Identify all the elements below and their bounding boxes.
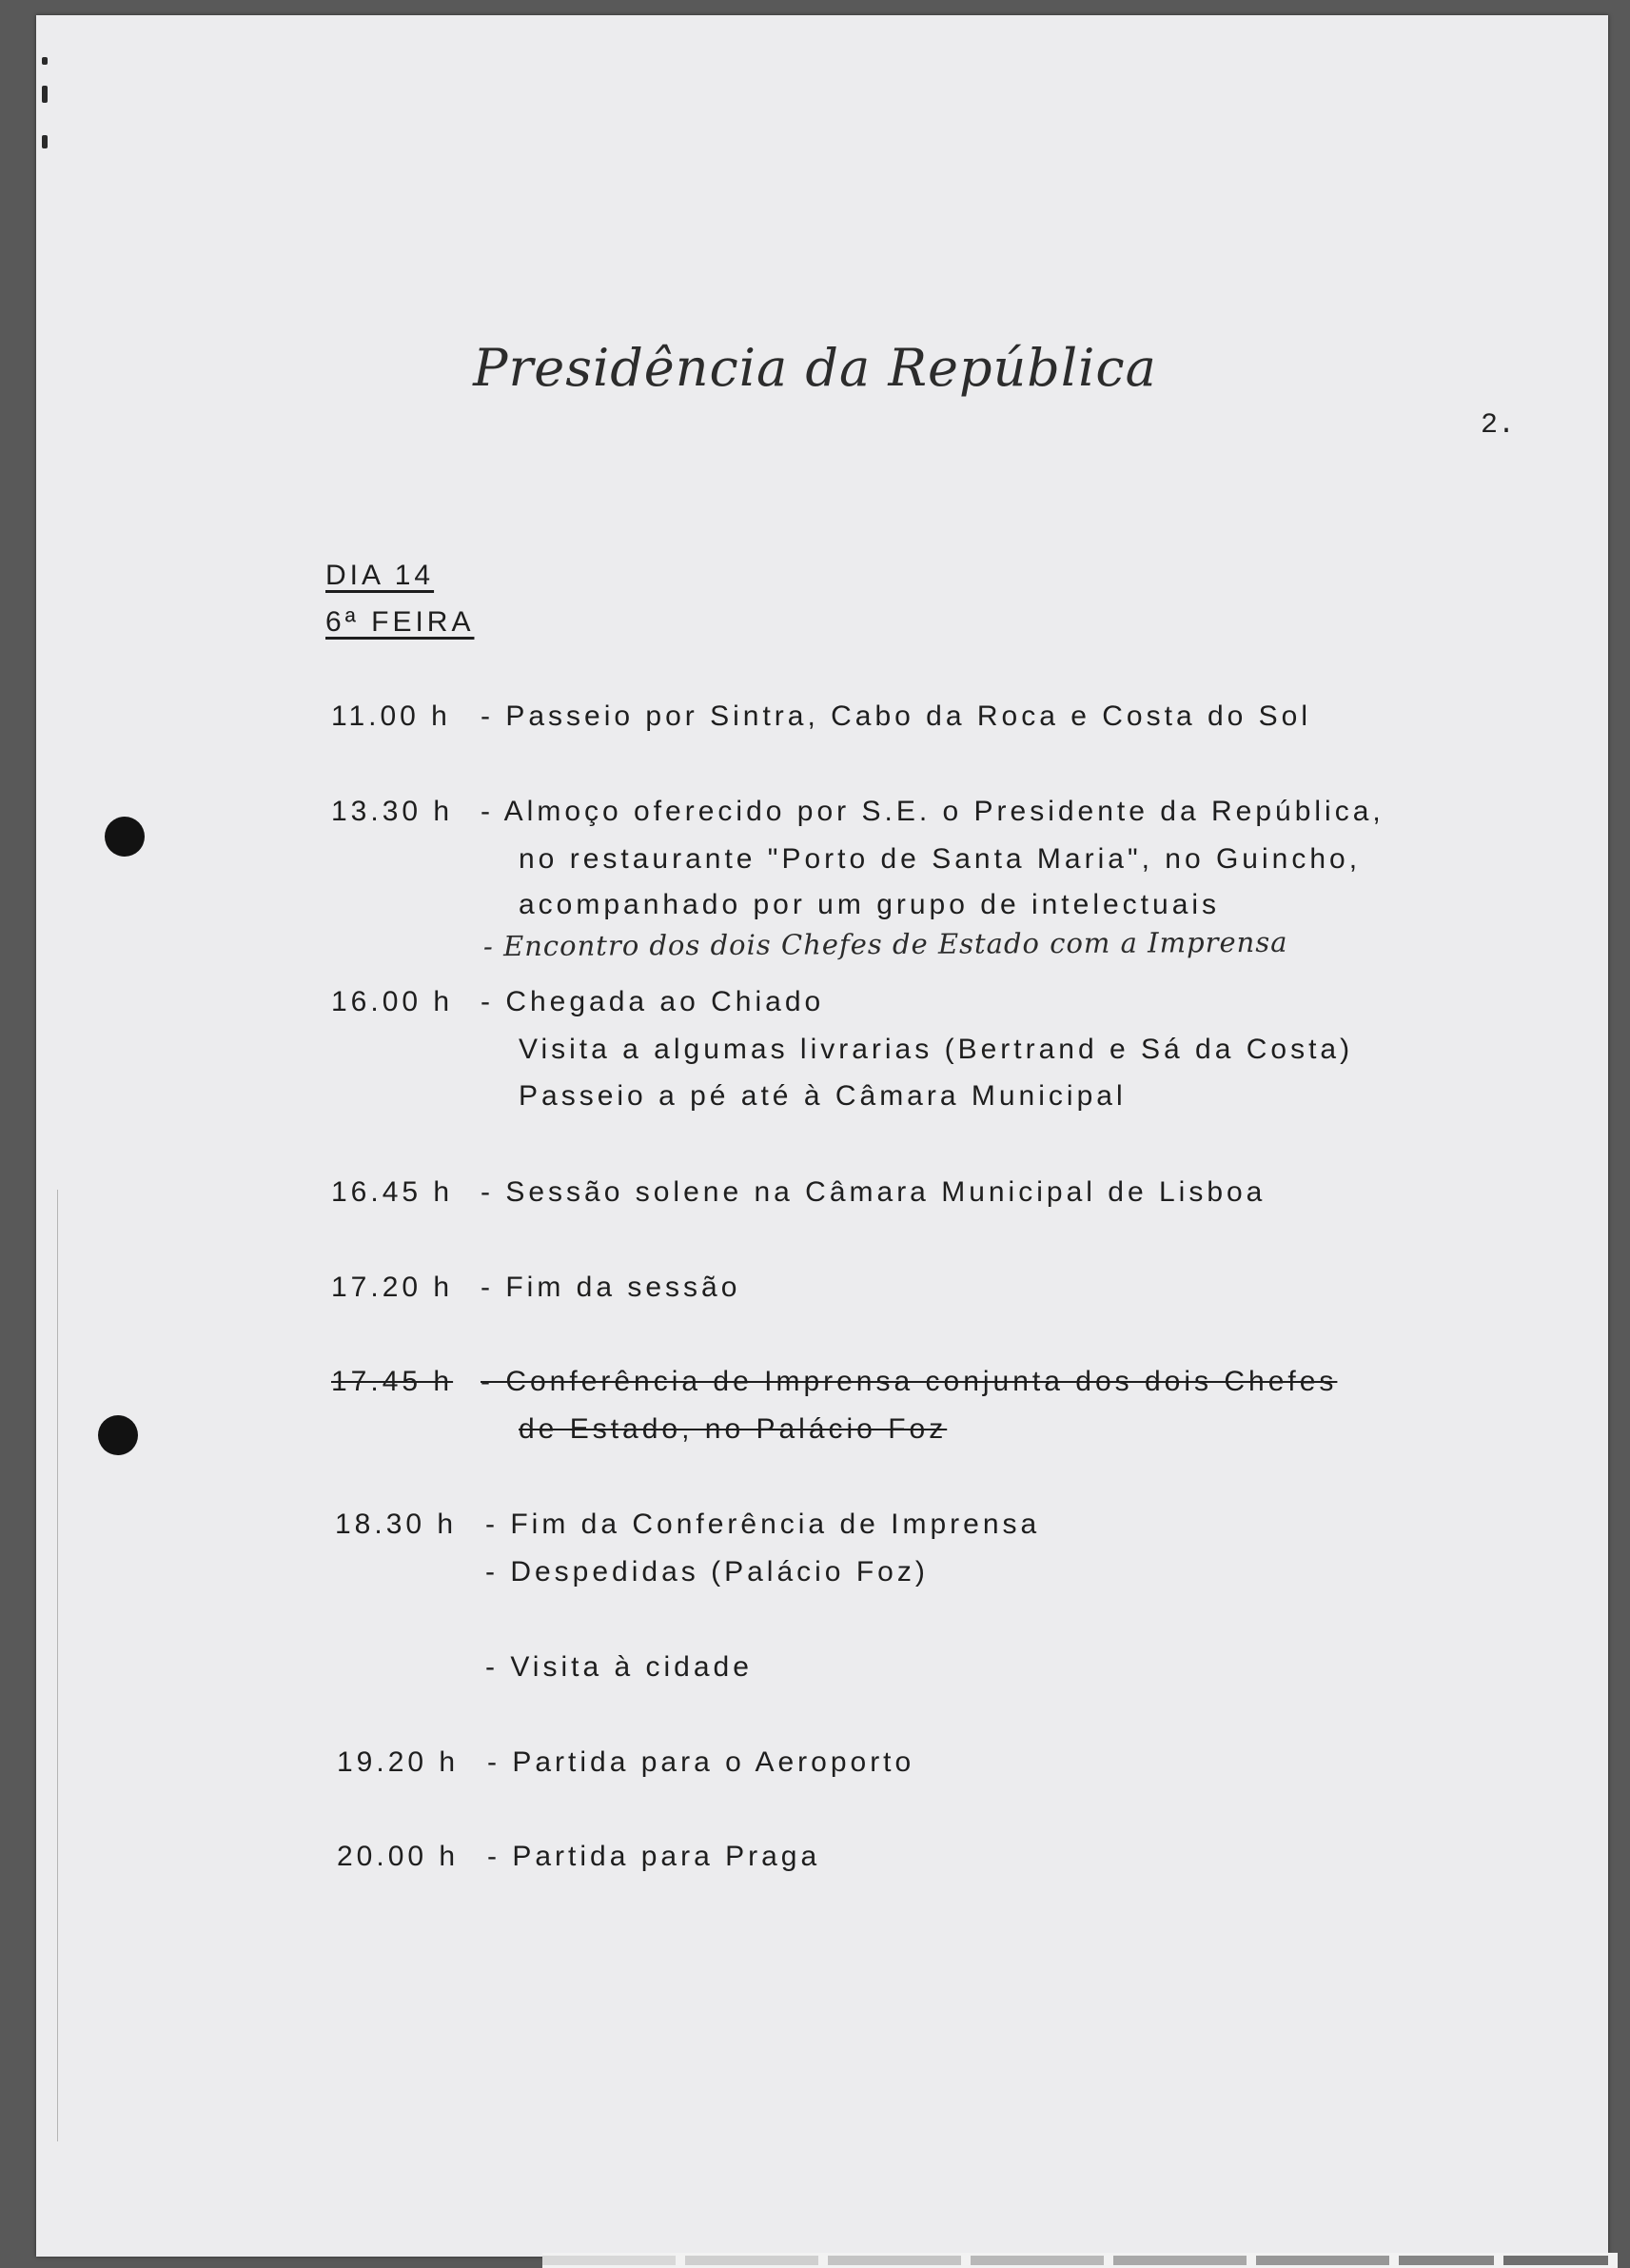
schedule-time: 13.30 h <box>331 796 454 827</box>
schedule-line: no restaurante "Porto de Santa Maria", no Guincho, <box>519 843 1362 875</box>
schedule-line: - Partida para Praga <box>487 1841 821 1872</box>
schedule-time: 17.20 h <box>331 1272 454 1303</box>
schedule-time: 16.45 h <box>331 1176 454 1208</box>
schedule-line: - Passeio por Sintra, Cabo da Roca e Costa do Sol <box>481 700 1312 732</box>
punch-hole-top <box>105 817 145 857</box>
schedule-line-struck: - Conferência de Imprensa conjunta dos dois Chefes <box>481 1366 1338 1397</box>
schedule-line: Visita a algumas livrarias (Bertrand e Sá da Costa) <box>519 1034 1354 1065</box>
schedule-line-struck: de Estado, no Palácio Foz <box>519 1413 948 1445</box>
punch-hole-bottom <box>98 1415 138 1455</box>
schedule-time: 19.20 h <box>337 1746 460 1778</box>
schedule-line: - Despedidas (Palácio Foz) <box>485 1556 929 1588</box>
schedule-time: 18.30 h <box>335 1509 458 1540</box>
schedule-line: acompanhado por um grupo de intelectuais <box>519 889 1221 920</box>
schedule-time-struck: 17.45 h <box>331 1366 454 1397</box>
schedule-time: 20.00 h <box>337 1841 460 1872</box>
schedule-line: - Fim da sessão <box>481 1272 741 1303</box>
day-heading: DIA 14 <box>325 560 435 591</box>
staple-mark <box>42 48 51 162</box>
schedule-line: Passeio a pé até à Câmara Municipal <box>519 1080 1127 1112</box>
schedule-line: - Chegada ao Chiado <box>481 986 825 1017</box>
schedule-line: - Visita à cidade <box>485 1651 753 1683</box>
schedule-time: 16.00 h <box>331 986 454 1017</box>
weekday-heading: 6ª FEIRA <box>325 606 475 638</box>
schedule-line: - Almoço oferecido por S.E. o Presidente da República, <box>481 796 1385 827</box>
schedule-line: - Sessão solene na Câmara Municipal de Lisboa <box>481 1176 1267 1208</box>
schedule-line: - Fim da Conferência de Imprensa <box>485 1509 1041 1540</box>
schedule-line: - Partida para o Aeroporto <box>487 1746 915 1778</box>
scan-color-bar <box>542 2253 1618 2268</box>
page-edge-line <box>57 1190 58 2141</box>
schedule-time: 11.00 h <box>331 700 451 732</box>
letterhead: Presidência da República <box>473 338 1157 398</box>
handwritten-annotation: - Encontro dos dois Chefes de Estado com a Imprensa <box>482 925 1288 963</box>
page-number: 2. <box>1481 409 1516 442</box>
